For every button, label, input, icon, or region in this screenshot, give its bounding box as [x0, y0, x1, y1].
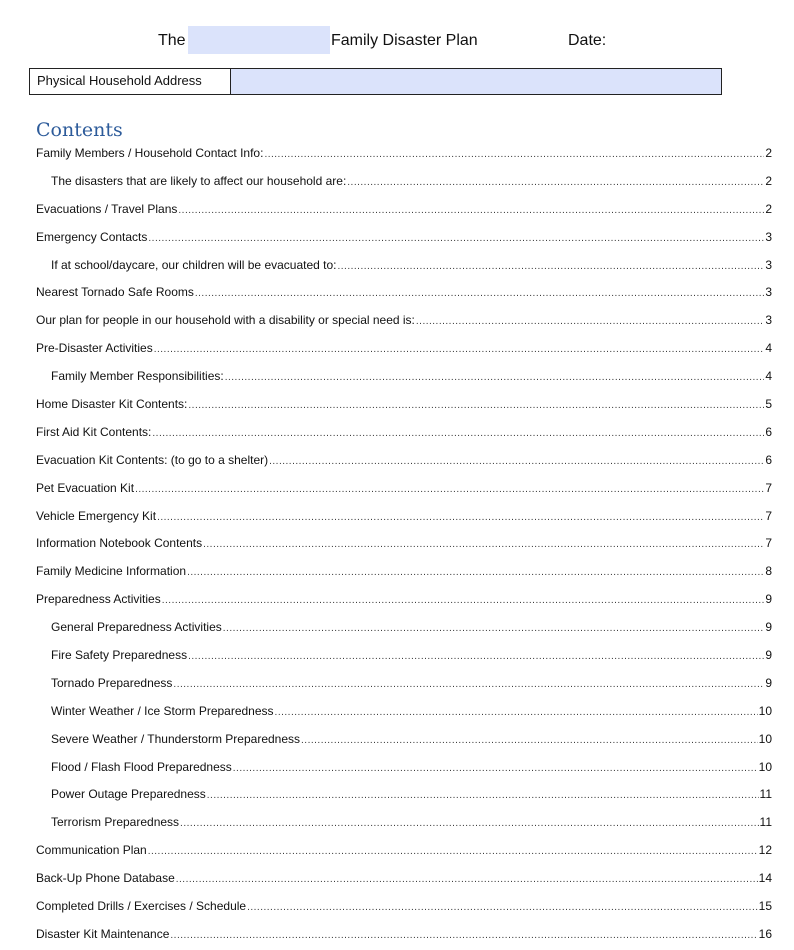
toc-entry[interactable]: [0, 781, 772, 809]
toc-entry[interactable]: [0, 196, 772, 224]
toc-page-number: 11: [759, 815, 772, 830]
toc-dot-leader: [180, 810, 758, 838]
toc-entry-text: Flood / Flash Flood Preparedness: [51, 759, 232, 774]
toc-page-number: 3: [765, 313, 772, 328]
toc-dot-leader: [347, 169, 764, 197]
toc-entry[interactable]: [0, 530, 772, 558]
toc-dot-leader: [148, 838, 758, 866]
toc-entry-text: Severe Weather / Thunderstorm Preparedness: [51, 731, 301, 746]
toc-dot-leader: [233, 755, 758, 783]
title-suffix: Family Disaster Plan: [331, 32, 478, 49]
toc-entry-text: Completed Drills / Exercises / Schedule: [36, 899, 247, 914]
toc-page-number: 14: [758, 871, 772, 886]
toc-entry[interactable]: [0, 168, 772, 196]
toc-dot-leader: [247, 894, 758, 922]
toc-page-number: 15: [758, 899, 772, 914]
toc-entry-text: Information Notebook Contents: [36, 536, 203, 551]
toc-page-number: 6: [765, 452, 772, 467]
toc-page-number: 7: [765, 508, 772, 523]
toc-entry[interactable]: [0, 642, 772, 670]
plan-title-row: [0, 26, 794, 56]
toc-dot-leader: [207, 782, 759, 810]
toc-entry-text: Tornado Preparedness: [51, 675, 173, 690]
toc-entry[interactable]: [0, 419, 772, 447]
date-label: Date:: [568, 32, 607, 49]
toc-page-number: 9: [765, 620, 772, 635]
toc-entry-text: Preparedness Activities: [36, 592, 161, 607]
toc-entry-text: Home Disaster Kit Contents:: [36, 397, 188, 412]
toc-page-number: 8: [765, 564, 772, 579]
toc-entry-text: Family Members / Household Contact Info:: [36, 146, 264, 160]
toc-entry-text: Communication Plan: [36, 843, 147, 858]
toc-page-number: 10: [758, 731, 772, 746]
toc-entry[interactable]: [0, 754, 772, 782]
toc-entry[interactable]: [0, 503, 772, 531]
toc-entry-text: If at school/daycare, our children will be evacuated to:: [51, 257, 337, 272]
toc-page-number: 6: [765, 424, 772, 439]
toc-entry[interactable]: [0, 307, 772, 335]
toc-page-number: 12: [758, 843, 772, 858]
toc-dot-leader: [188, 392, 764, 420]
toc-entry-text: Our plan for people in our household with a disability or special need is:: [36, 313, 415, 328]
toc-entry[interactable]: [0, 391, 772, 419]
toc-dot-leader: [187, 559, 764, 587]
toc-dot-leader: [275, 699, 758, 727]
toc-page-number: 2: [765, 146, 772, 160]
toc-dot-leader: [338, 253, 765, 281]
toc-entry-text: Pre-Disaster Activities: [36, 341, 153, 356]
toc-page-number: 4: [765, 341, 772, 356]
address-field[interactable]: [231, 69, 721, 94]
toc-dot-leader: [154, 336, 765, 364]
toc-entry-text: Back-Up Phone Database: [36, 871, 175, 886]
toc-dot-leader: [135, 476, 764, 504]
toc-dot-leader: [176, 866, 758, 894]
toc-entry-text: Evacuation Kit Contents: (to go to a shelter): [36, 452, 269, 467]
toc-entry[interactable]: [0, 363, 772, 391]
address-label: Physical Household Address: [30, 69, 231, 94]
toc-dot-leader: [269, 448, 764, 476]
toc-dot-leader: [223, 615, 765, 643]
address-row: [29, 68, 722, 95]
toc-entry-text: Family Medicine Information: [36, 564, 187, 579]
toc-page-number: 2: [765, 201, 772, 216]
toc-entry[interactable]: [0, 586, 772, 614]
toc-entry-text: Power Outage Preparedness: [51, 787, 206, 802]
family-name-field[interactable]: [188, 26, 330, 54]
toc-entry-text: Evacuations / Travel Plans: [36, 201, 178, 216]
toc-dot-leader: [162, 587, 765, 615]
toc-entry[interactable]: [0, 698, 772, 726]
toc-page-number: 3: [765, 229, 772, 244]
toc-entry-text: First Aid Kit Contents:: [36, 424, 152, 439]
toc-entry-text: Family Member Responsibilities:: [51, 369, 224, 384]
toc-page-number: 7: [765, 536, 772, 551]
toc-page-number: 3: [765, 285, 772, 300]
toc-page-number: 7: [765, 480, 772, 495]
toc-entry[interactable]: [0, 865, 772, 893]
toc-entry-text: Terrorism Preparedness: [51, 815, 180, 830]
toc-dot-leader: [148, 225, 764, 253]
toc-entry[interactable]: [0, 726, 772, 754]
toc-dot-leader: [195, 280, 764, 308]
contents-heading: Contents: [36, 119, 123, 141]
toc-page-number: 3: [765, 257, 772, 272]
toc-entry[interactable]: [0, 475, 772, 503]
toc-dot-leader: [416, 308, 764, 336]
toc-dot-leader: [152, 420, 764, 448]
toc-dot-leader: [173, 671, 764, 699]
toc-entry[interactable]: [0, 335, 772, 363]
toc-page-number: 2: [765, 173, 772, 188]
toc-entry[interactable]: [0, 252, 772, 280]
toc-entry[interactable]: [0, 140, 772, 168]
toc-entry-text: Vehicle Emergency Kit: [36, 508, 157, 523]
toc-entry-text: Fire Safety Preparedness: [51, 648, 188, 663]
toc-page-number: 9: [765, 648, 772, 663]
toc-entry[interactable]: [0, 893, 772, 921]
toc-entry[interactable]: [0, 558, 772, 586]
toc-page-number: 9: [765, 675, 772, 690]
toc-dot-leader: [157, 504, 764, 532]
toc-dot-leader: [264, 141, 764, 169]
toc-entry[interactable]: [0, 809, 772, 837]
toc-entry-text: General Preparedness Activities: [51, 620, 222, 635]
title-prefix: The: [158, 32, 186, 49]
toc-page-number: 10: [758, 759, 772, 774]
toc-page-number: 4: [765, 369, 772, 384]
toc-dot-leader: [188, 643, 764, 671]
toc-entry[interactable]: [0, 279, 772, 307]
toc-dot-leader: [203, 531, 764, 559]
toc-dot-leader: [301, 727, 758, 755]
toc-entry-text: Winter Weather / Ice Storm Preparedness: [51, 703, 274, 718]
toc-entry-text: Disaster Kit Maintenance: [36, 926, 170, 941]
toc-page-number: 16: [758, 926, 772, 941]
toc-dot-leader: [225, 364, 765, 392]
table-of-contents: [0, 140, 794, 949]
toc-entry-text: Pet Evacuation Kit: [36, 480, 135, 495]
toc-entry[interactable]: [0, 837, 772, 865]
toc-entry-text: Emergency Contacts: [36, 229, 148, 244]
toc-page-number: 11: [759, 787, 772, 802]
toc-page-number: 5: [765, 397, 772, 412]
toc-page-number: 9: [765, 592, 772, 607]
toc-entry[interactable]: [0, 224, 772, 252]
toc-page-number: 10: [758, 703, 772, 718]
toc-entry[interactable]: [0, 670, 772, 698]
toc-entry[interactable]: [0, 614, 772, 642]
toc-entry-text: The disasters that are likely to affect our household are:: [51, 173, 347, 188]
toc-entry[interactable]: [0, 921, 772, 949]
toc-dot-leader: [178, 197, 764, 225]
toc-entry-text: Nearest Tornado Safe Rooms: [36, 285, 194, 300]
toc-entry[interactable]: [0, 447, 772, 475]
